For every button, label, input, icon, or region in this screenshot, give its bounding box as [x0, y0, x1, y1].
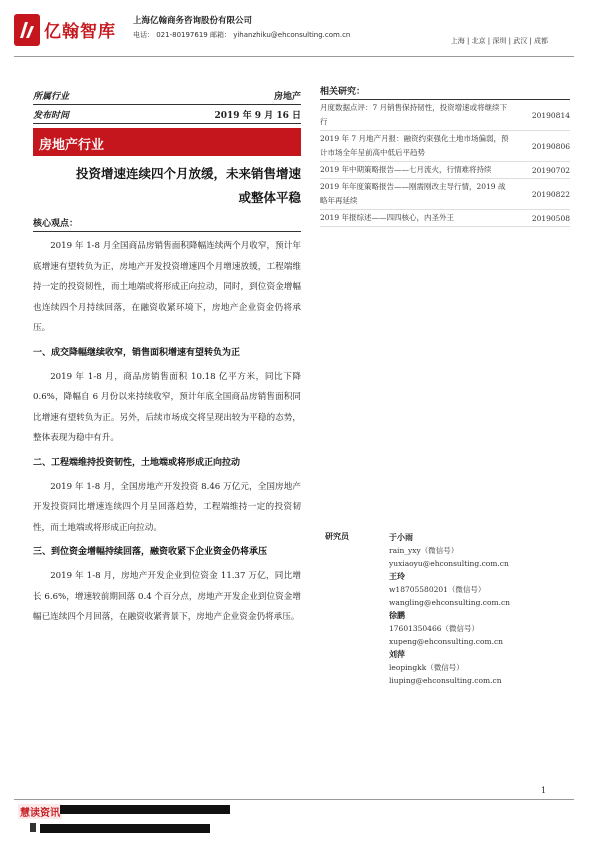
related-heading: 相关研究： [320, 84, 570, 100]
analyst-wechat: rain_yxy（微信号） [389, 546, 459, 555]
related-item[interactable] [320, 210, 570, 227]
section-heading-1: 一、成交降幅继续收窄，销售面积增速有望转负为正 [33, 347, 241, 358]
analyst-email[interactable]: liuping@ehconsulting.com.cn [389, 676, 502, 685]
related-item-title: 2019 年报综述——四四核心，内圣外王 [320, 213, 454, 222]
section-heading-2: 二、工程端维持投资韧性，土地端或将形成正向拉动 [33, 457, 241, 468]
analyst-wechat: 17601350466（微信号） [389, 624, 479, 633]
analyst-name: 于小雨 [389, 532, 413, 542]
analyst-name: 王玲 [389, 571, 405, 581]
industry-label: 所属行业 [33, 92, 70, 102]
analyst-email[interactable]: yuxiaoyu@ehconsulting.com.cn [389, 559, 509, 568]
title-line-2: 或整体平稳 [238, 190, 301, 205]
analyst-email[interactable]: wangling@ehconsulting.com.cn [389, 598, 511, 607]
date-label: 发布时间 [33, 111, 70, 121]
related-item-title: 2019 年中期策略报告——七月流火，行情难将持续 [320, 165, 492, 174]
analyst-name: 刘萍 [389, 649, 405, 659]
redaction-bar [60, 805, 230, 814]
related-research [320, 84, 570, 227]
footer-divider [14, 799, 574, 800]
section-body-1: 2019 年 1-8 月，商品房销售面积 10.18 亿平方米，同比下降 0.6%，降幅自 6 月份以来持续收窄，预计年底全国商品房销售面积同比增速有望转负为正。另外，后续市场成交将呈现出较为平稳的态势，整体表现为稳中有升。 [33, 371, 301, 443]
page-number: 1 [541, 786, 547, 795]
related-item-date: 20190508 [531, 213, 570, 223]
section-body-3: 2019 年 1-8 月，房地产开发企业到位资金 11.37 万亿，同比增长 6.6%，增速较前期回落 0.4 个百分点，房地产开发企业到位资金增幅已连续四个月回落，在融资收紧背景下，房地产企业资金仍将承压。 [33, 571, 301, 622]
main-column [33, 86, 301, 628]
industry-banner: 房地产行业 [33, 128, 301, 156]
report-title [33, 162, 301, 210]
analyst-wechat: leopingkk（微信号） [389, 663, 464, 672]
related-item-date: 20190702 [531, 165, 570, 175]
date-row [33, 105, 301, 124]
redaction-bar [40, 824, 210, 833]
industry-row [33, 86, 301, 105]
logo-text: 亿翰智库 [44, 22, 116, 42]
date-value: 2019 年 9 月 16 日 [214, 111, 301, 121]
office-cities: 上海 | 北京 | 深圳 | 武汉 | 成都 [450, 37, 548, 45]
section-body-2: 2019 年 1-8 月，全国房地产开发投资 8.46 万亿元，全国房地产开发投资同比增速连续四个月呈回落趋势，工程端维持一定的投资韧性，而土地端或将形成正向拉动。 [33, 481, 301, 533]
analysts-list [389, 531, 569, 687]
related-item-title: 2019 年年度策略报告——刚需刚改主导行情，2019 战略年再延续 [320, 182, 506, 205]
footer-brand: 慧读资讯 [18, 804, 62, 819]
related-item-date: 20190822 [531, 189, 570, 199]
related-item[interactable] [320, 131, 570, 162]
page-header [0, 0, 595, 62]
redaction-mark [30, 823, 36, 832]
related-item-date: 20190806 [531, 141, 570, 151]
industry-value: 房地产 [273, 92, 301, 102]
related-item-title: 月度数据点评：7 月销售保持韧性，投资增速或将继续下行 [320, 103, 508, 126]
analyst-wechat: w18705580201（微信号） [389, 585, 486, 594]
analyst-name: 徐鹏 [389, 610, 405, 620]
contact-info: 电话： 021-80197619 邮箱： yihanzhiku@ehconsulting.com.cn [133, 31, 351, 39]
analysts-label: 研究员 [325, 531, 349, 541]
company-logo [14, 14, 40, 46]
core-views-label: 核心观点： [33, 216, 301, 232]
logo-mark-icon [17, 18, 37, 42]
related-item-date: 20190814 [531, 110, 570, 120]
title-line-1: 投资增速连续四个月放缓，未来销售增速 [75, 166, 301, 181]
analyst-email[interactable]: xupeng@ehconsulting.com.cn [389, 637, 503, 646]
related-item[interactable] [320, 100, 570, 131]
section-heading-3: 三、到位资金增幅持续回落，融资收紧下企业资金仍将承压 [33, 547, 268, 557]
header-divider [14, 56, 574, 57]
related-item[interactable] [320, 179, 570, 210]
related-item[interactable] [320, 162, 570, 179]
related-item-title: 2019 年 7 月地产月报：融资约束强化土地市场偏弱，预计市场全年呈前高中低后平趋势 [320, 134, 509, 157]
company-name: 上海亿翰商务咨询股份有限公司 [133, 16, 253, 26]
intro-paragraph: 2019 年 1-8 月全国商品房销售面积降幅连续两个月收窄，预计年底增速有望转负为正，房地产开发投资增速四个月增速放缓，工程端维持一定的投资韧性，而土地端或将形成正向拉动，同时，到位资金增幅也连续四个月持续回落，在融资收紧环境下，房地产企业资金仍将承压。 [33, 241, 301, 333]
